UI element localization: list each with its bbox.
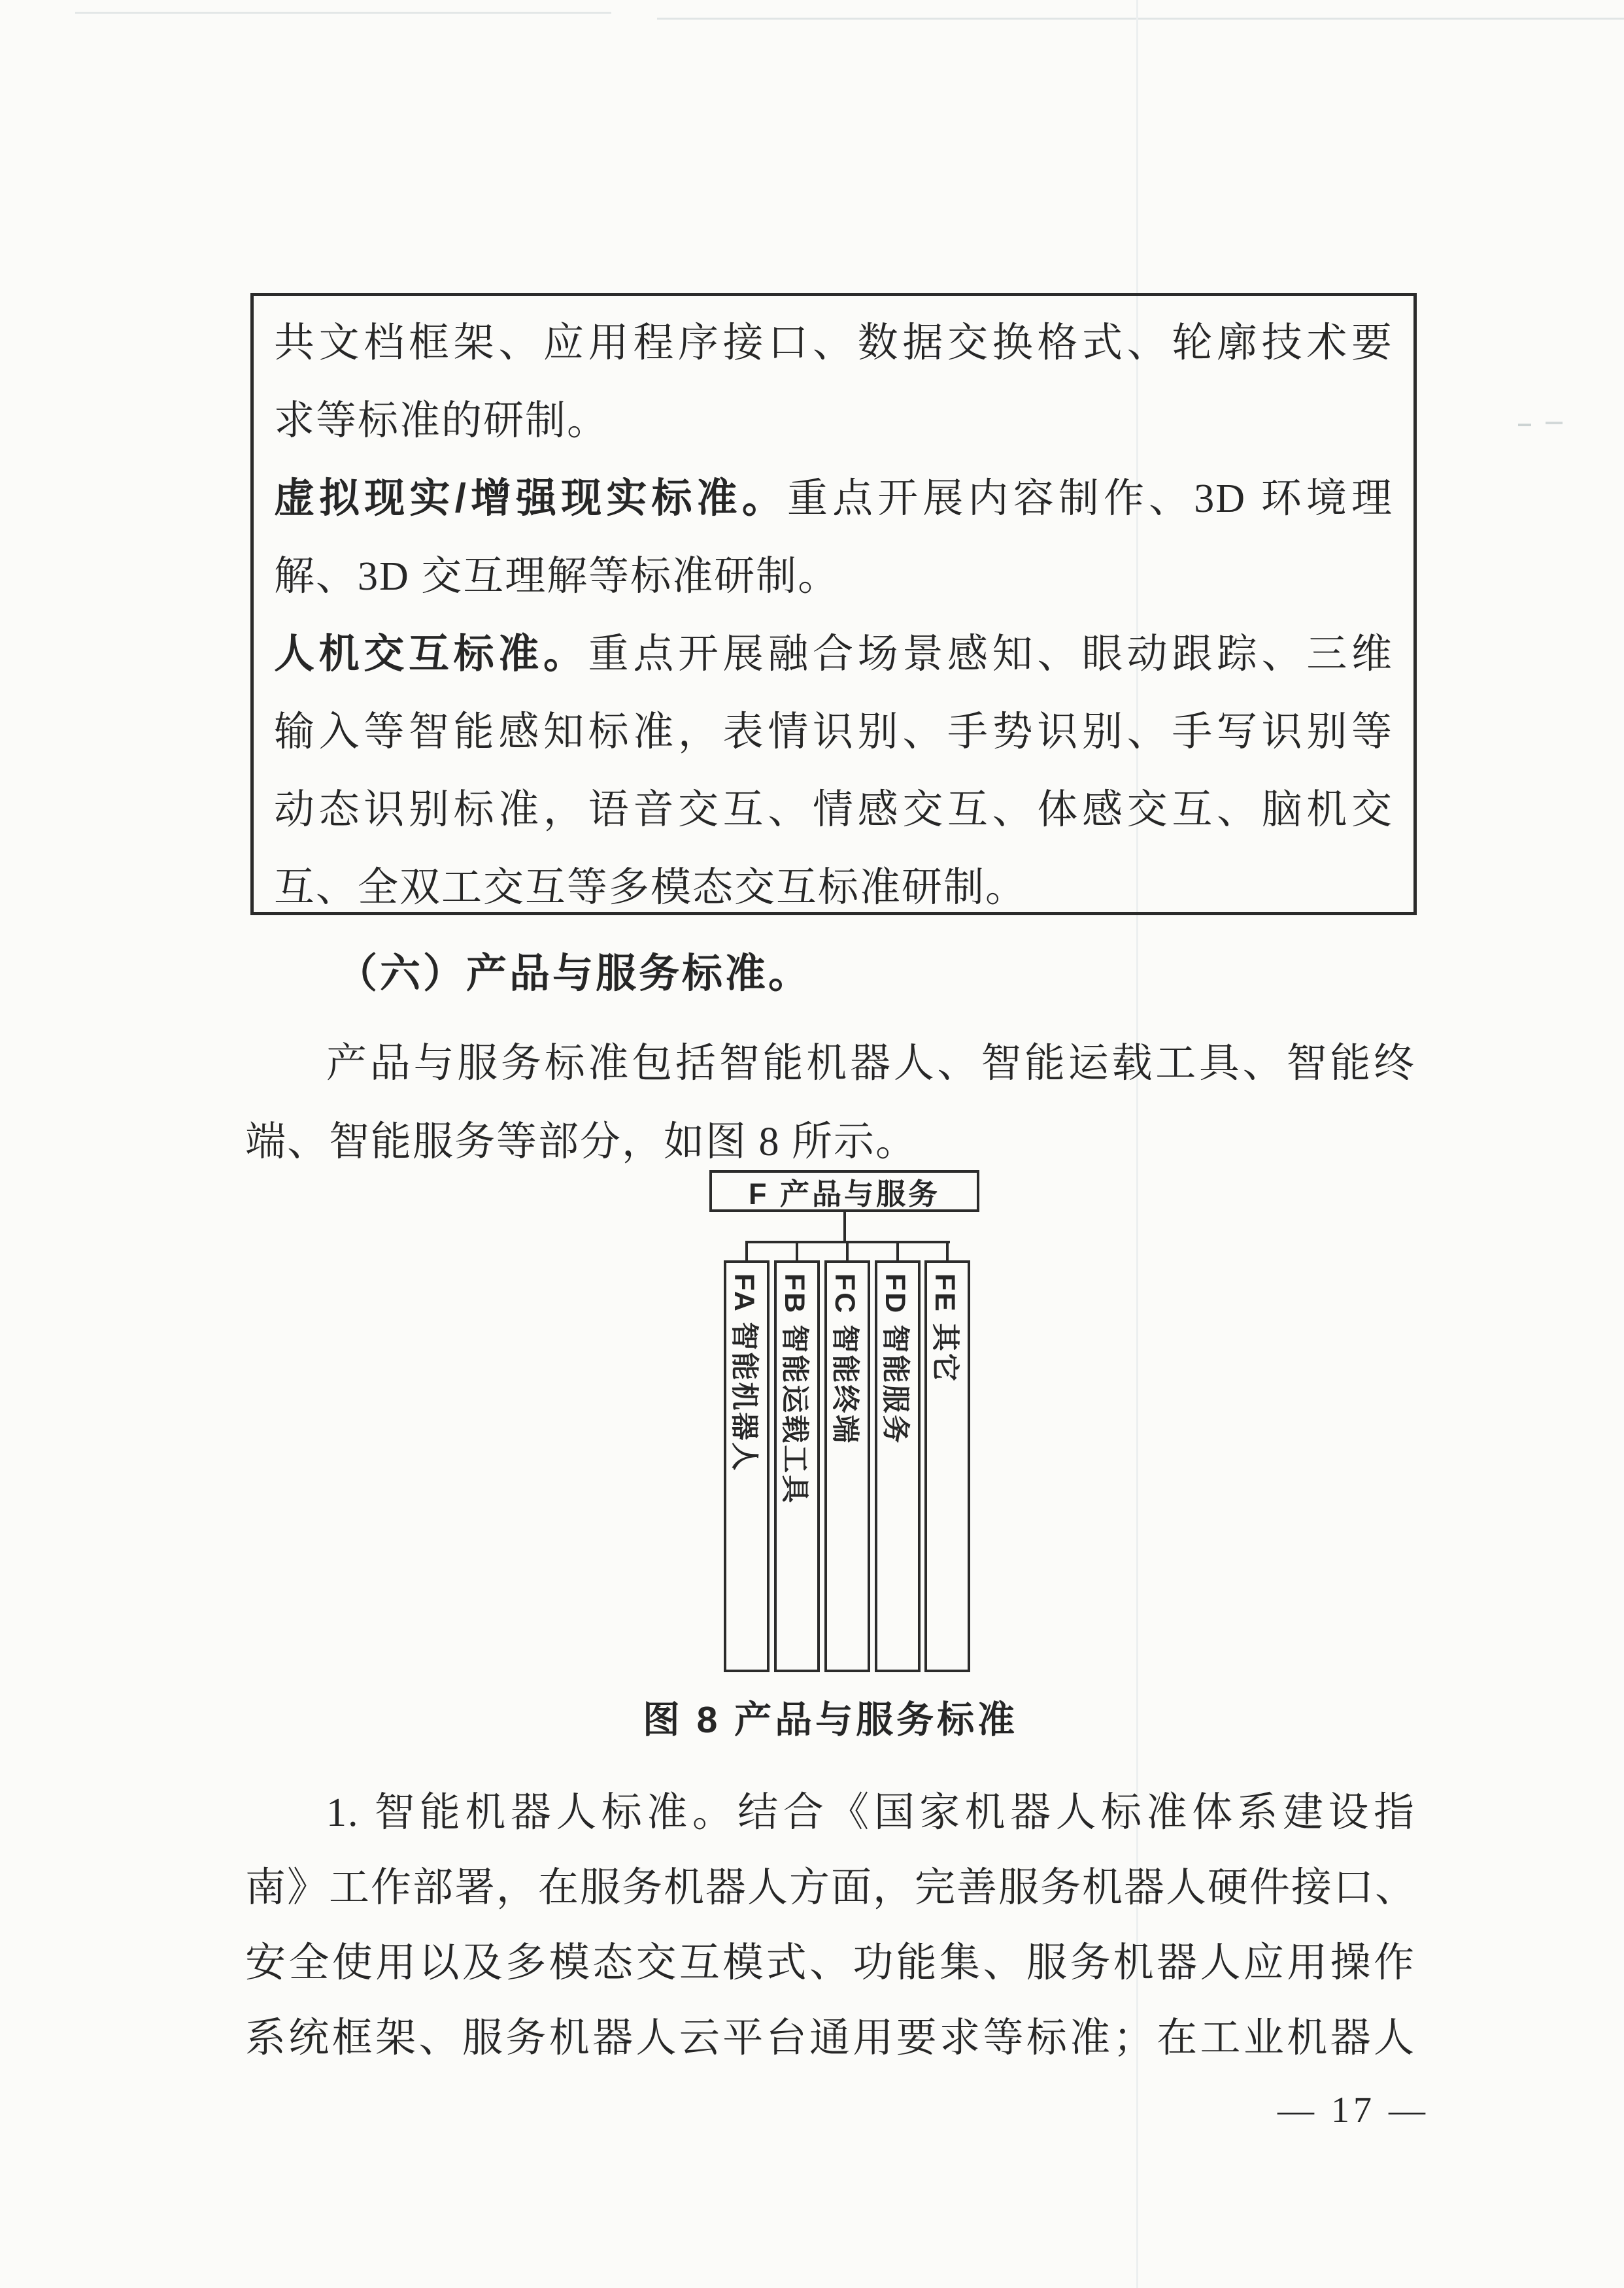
connector-drop: [745, 1243, 748, 1260]
box-text-line: [274, 398, 1393, 444]
figure-child-label: FE 其它: [929, 1273, 961, 1383]
figure-root-label: F 产品与服务: [749, 1177, 940, 1211]
box-text-line: [274, 709, 1393, 755]
box-text-line: [274, 320, 1393, 366]
connector-drop: [896, 1243, 899, 1260]
paragraph-line: 1. 智能机器人标准。结合《国家机器人标准体系建设指: [326, 1791, 1415, 1835]
box-line-text: 重点开展内容制作、3D 环境理: [787, 477, 1393, 521]
box-line-text: 互、全双工交互等多模态交互标准研制。: [274, 866, 1028, 910]
paragraph-line: 产品与服务标准包括智能机器人、智能运载工具、智能终: [326, 1041, 1415, 1086]
paragraph-line: 端、智能服务等部分，如图 8 所示。: [245, 1120, 918, 1164]
box-text-line: [274, 476, 1393, 522]
box-line-text: 动态识别标准，语音交互、情感交互、体感交互、脑机交: [274, 788, 1393, 832]
box-line-bold: 人机交互标准。: [274, 631, 588, 677]
paragraph-line: 南》工作部署，在服务机器人方面，完善服务机器人硬件接口、: [245, 1866, 1417, 1910]
figure-child-box: [924, 1260, 970, 1672]
box-line-bold: 虚拟现实/增强现实标准。: [274, 476, 787, 521]
section-heading: （六）产品与服务标准。: [337, 952, 812, 996]
figure-child-label: FC 智能终端: [829, 1273, 861, 1445]
box-text-line: [274, 554, 1393, 599]
box-line-text: 求等标准的研制。: [274, 399, 609, 443]
figure-root-box: [709, 1170, 979, 1212]
connector-drop: [796, 1243, 798, 1260]
figure-child-box: [875, 1260, 921, 1672]
figure-child-label: FD 智能服务: [879, 1273, 911, 1445]
box-line-text: 输入等智能感知标准，表情识别、手势识别、手写识别等: [274, 710, 1393, 754]
figure-child-box: [724, 1260, 770, 1672]
paragraph-line: 系统框架、服务机器人云平台通用要求等标准；在工业机器人: [245, 2016, 1415, 2061]
box-text-line: [274, 631, 1393, 677]
figure-caption: 图 8 产品与服务标准: [642, 1699, 1019, 1741]
connector-drop: [946, 1243, 949, 1260]
box-line-text: 共文档框架、应用程序接口、数据交换格式、轮廓技术要: [274, 321, 1393, 365]
connector-drop: [846, 1243, 849, 1260]
figure-child-label: FA 智能机器人: [728, 1273, 760, 1473]
box-line-text: 重点开展融合场景感知、眼动跟踪、三维: [588, 632, 1393, 677]
page-number: — 17 —: [1277, 2090, 1429, 2130]
box-line-text: 解、3D 交互理解等标准研制。: [274, 554, 840, 599]
paragraph-line: 安全使用以及多模态交互模式、功能集、服务机器人应用操作: [245, 1941, 1415, 1985]
figure-child-box: [774, 1260, 820, 1672]
connector-stem: [843, 1212, 846, 1241]
standards-textbox: [250, 293, 1417, 915]
figure-child-label: FB 智能运载工具: [779, 1273, 811, 1506]
figure-child-box: [824, 1260, 870, 1672]
box-text-line: [274, 787, 1393, 833]
box-text-line: [274, 865, 1393, 911]
